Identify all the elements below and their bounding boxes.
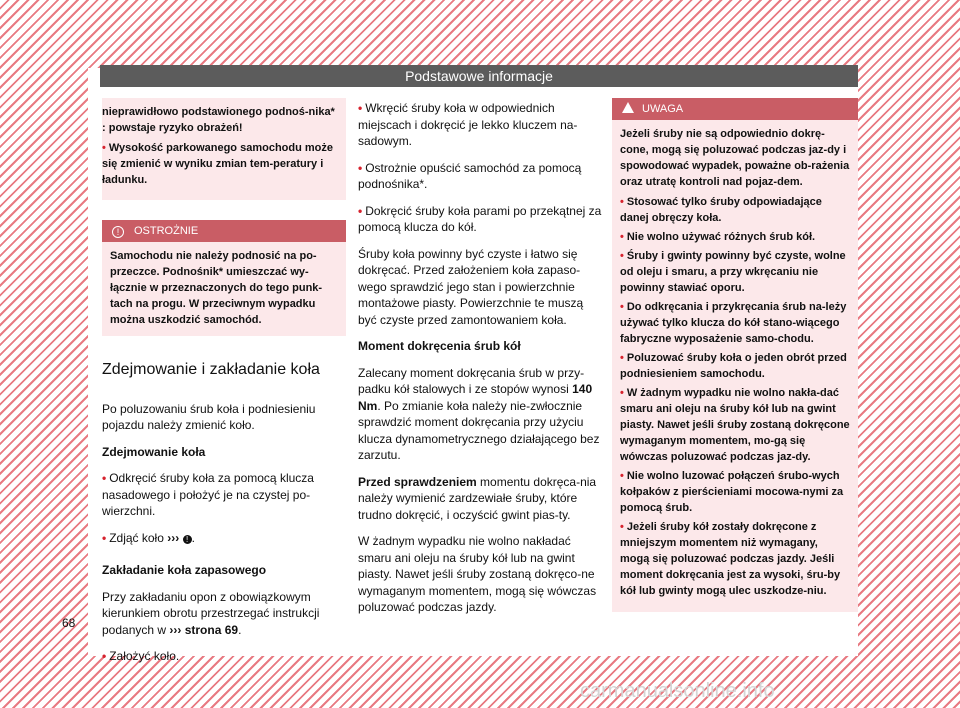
paragraph-text: momentu dokręca-nia należy wymienić zardzewiałe śruby, które trudno dokręcić, i oczyścić gwint pias-ty. xyxy=(358,474,597,522)
list-item-text: Wkręcić śruby koła w odpowiednich miejscach i dokręcić je lekko kluczem na-sadowym. xyxy=(358,101,578,148)
column-middle xyxy=(358,100,602,626)
list-item-text: Zdjąć koło xyxy=(109,530,164,545)
bullet-icon: • xyxy=(620,470,624,482)
paragraph-text: Zalecany moment dokręcania śrub w przy-padku kół stalowych i ze stopów wynosi xyxy=(358,365,585,396)
bullet-icon: • xyxy=(102,142,106,154)
bullet-icon: • xyxy=(620,231,624,243)
warning-item-text: Stosować tylko śruby odpowiadające danej obręczy koła. xyxy=(620,196,822,224)
watermark: carmanualsonline.info xyxy=(580,680,775,702)
warning-item-text: Poluzować śruby koła o jeden obrót przed podniesieniem samochodu. xyxy=(620,352,847,380)
list-item xyxy=(358,203,602,236)
warning-item xyxy=(620,248,850,296)
section-title: Zdejmowanie i zakładanie koła xyxy=(102,361,320,378)
paragraph: Śruby koła powinny być czyste i łatwo się dokręcać. Przed założeniem koła zapaso-wego sprawdzić jego stan i powierzchnie montażowe piasty. Powierzchnie te muszą być czyste przed zamontowaniem koła. xyxy=(358,246,584,327)
warning-item xyxy=(620,299,850,347)
warning-bullet-text: Wysokość parkowanego samochodu może się zmienić w wyniku zmian tem-peratury i ładunku. xyxy=(102,142,333,186)
notice-text: Samochodu nie należy podnosić na po-przeczce. Podnośnik* umieszczać wy-łącznie w przeznaczonych do tego punk-tach na progu. W przeciwnym wypadku można uszkodzić samochód. xyxy=(110,250,323,326)
warning-continuation-box xyxy=(102,98,346,200)
reference-arrows[interactable]: ››› xyxy=(167,530,180,545)
page-number: 68 xyxy=(62,616,76,630)
warning-item-text: Do odkręcania i przykręcania śrub na-leży używać tylko klucza do kół stano-wiącego fabryczne wyposażenie samo-chodu. xyxy=(620,301,847,345)
notice-label: OSTROŻNIE xyxy=(134,225,199,237)
warning-header xyxy=(612,98,858,120)
list-item-text: Odkręcić śruby koła za pomocą klucza nasadowego i położyć je na czystej po-wierzchni. xyxy=(102,471,314,518)
list-item-text: Założyć koło. xyxy=(109,649,180,663)
warning-item xyxy=(620,468,850,516)
paragraph-text: Przy zakładaniu opon z obowiązkowym kierunkiem obrotu przestrzegać instrukcji podanych w xyxy=(102,589,320,637)
list-item: • Zdjąć koło ››› ! . xyxy=(102,530,195,545)
bullet-icon: • xyxy=(620,301,624,313)
warning-bullet xyxy=(102,140,338,188)
notice-box xyxy=(102,220,346,336)
warning-item xyxy=(620,519,850,599)
list-item xyxy=(102,648,346,665)
subheading: Zdejmowanie koła xyxy=(102,444,206,459)
paragraph: Po poluzowaniu śrub koła i podniesieniu pojazdu należy zmienić koło. xyxy=(102,401,316,432)
warning-item-text: Nie wolno używać różnych śrub kół. xyxy=(626,231,816,243)
bullet-icon: • xyxy=(620,387,624,399)
bullet-icon: • xyxy=(620,352,624,364)
paragraph: W żadnym wypadku nie wolno nakładać smaru ani oleju na śruby kół lub na gwint piasty. Nawet jeśli śruby zostaną dokręco-ne wymaganym momentem, mogą się wówczas poluzować podczas jazdy. xyxy=(358,534,597,614)
page-link[interactable]: ››› strona 69 xyxy=(169,622,239,637)
bullet-icon: • xyxy=(620,521,624,533)
warning-item-text: Nie wolno luzować połączeń śrubo-wych kołpaków z pierścieniami mocowa-nymi za pomocą śrub. xyxy=(620,470,844,514)
warning-item xyxy=(620,385,850,465)
warning-body xyxy=(612,120,858,612)
info-icon[interactable]: ! xyxy=(183,535,192,544)
page-header: Podstawowe informacje xyxy=(100,65,858,87)
exclamation-circle-icon: ! xyxy=(112,226,124,238)
paragraph: Przy zakładaniu opon z obowiązkowym kierunkiem obrotu przestrzegać instrukcji podanych w ››› strona 69. xyxy=(102,589,320,637)
bullet-icon: • xyxy=(358,101,363,115)
warning-intro: Jeżeli śruby nie są odpowiednio dokrę-cone, mogą się poluzować podczas jaz-dy i spowodować wypadek, poważne ob-rażenia oraz utratę kontroli nad pojaz-dem. xyxy=(620,128,850,188)
warning-triangle-icon xyxy=(622,102,634,113)
subheading: Zakładanie koła zapasowego xyxy=(102,563,267,577)
paragraph-text: . Po zmianie koła należy nie-zwłocznie sprawdzić moment dokręcania przy użyciu klucza dynamometrycznego działającego bez zarzutu. xyxy=(358,398,600,462)
bullet-icon: • xyxy=(102,649,107,663)
warning-item-text: Śruby i gwinty powinny być czyste, wolne od oleju i smaru, a przy wkręcaniu nie powinny stawiać oporu. xyxy=(620,250,846,294)
bullet-icon: • xyxy=(620,250,624,262)
list-item xyxy=(102,470,346,520)
list-item xyxy=(358,100,602,150)
list-item-text: Dokręcić śruby koła parami po przekątnej za pomocą klucza do kół. xyxy=(358,203,602,234)
column-right xyxy=(612,98,858,612)
warning-item xyxy=(620,229,850,245)
notice-header xyxy=(102,220,346,242)
warning-box xyxy=(612,98,858,612)
bullet-icon: • xyxy=(358,203,363,218)
bullet-icon: • xyxy=(102,530,107,545)
bullet-icon: • xyxy=(620,196,624,208)
subheading: Moment dokręcenia śrub kół xyxy=(358,339,521,353)
torque-value: 140 Nm xyxy=(358,382,593,413)
warning-continuation-text: nieprawidłowo podstawionego podnoś-nika* : powstaje ryzyko obrażeń! xyxy=(102,106,335,134)
list-item xyxy=(358,160,602,193)
warning-item-text: Jeżeli śruby kół zostały dokręcone z mniejszym momentem niż wymagany, mogą się poluzować podczas jazdy. Jeśli moment dokręcania jest za wysoki, śru-by kół lub gwinty mogą ulec uszkodze-niu. xyxy=(620,521,841,597)
warning-item xyxy=(620,194,850,226)
bullet-icon: • xyxy=(358,160,363,175)
paragraph xyxy=(358,474,602,524)
warning-item-text: W żadnym wypadku nie wolno nakła-dać smaru ani oleju na śruby kół lub na gwint piasty. Nawet jeśli śruby zostaną dokręcone wymaganym momentem, mo-gą się wówczas poluzować podczas jaz-dy. xyxy=(620,387,850,463)
column-left xyxy=(102,98,346,675)
warning-label: UWAGA xyxy=(642,103,684,115)
emphasis-text: Przed sprawdzeniem xyxy=(358,474,477,489)
paragraph xyxy=(358,365,602,464)
notice-body xyxy=(102,242,346,336)
warning-item xyxy=(620,350,850,382)
bullet-icon: • xyxy=(102,471,107,485)
list-item-text: Ostrożnie opuścić samochód za pomocą podnośnika*. xyxy=(358,160,582,191)
